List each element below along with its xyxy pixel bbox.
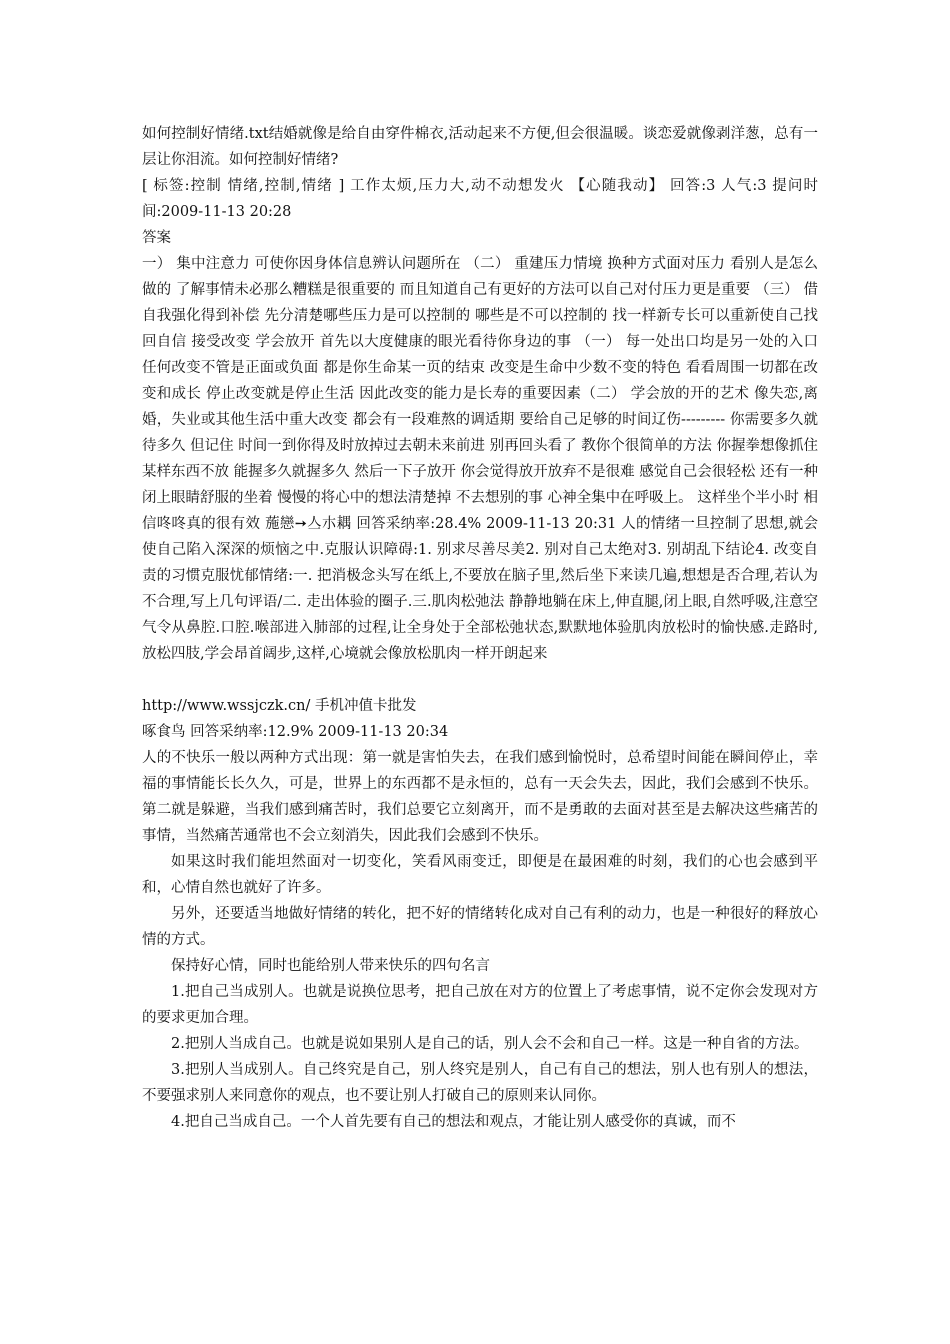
list-item: 2.把别人当成自己。也就是说如果别人是自己的话，别人会不会和自己一样。这是一种自省的方法。 (171, 1036, 809, 1052)
question-title: 如何控制好情绪.txt结婚就像是给自由穿件棉衣,活动起来不方便,但会很温暖。谈恋爱就像剥洋葱，总有一层让你泪流。如何控制好情绪? (142, 126, 818, 168)
question-meta: [ 标签:控制 情绪,控制,情绪 ] 工作太烦,压力大,动不动想发火 【心随我动】 回答:3 人气:3 提问时间:2009-11-13 20:28 (142, 178, 818, 220)
paragraph: 人的不快乐一般以两种方式出现：第一就是害怕失去，在我们感到愉悦时，总希望时间能在瞬间停止，幸福的事情能长长久久，可是，世界上的东西都不是永恒的，总有一天会失去，因此，我们会感到不快乐。第二就是躲避，当我们感到痛苦时，我们总要它立刻离开，而不是勇敢的去面对甚至是去解决这些痛苦的事情，当然痛苦通常也不会立刻消失，因此我们会感到不快乐。 (142, 750, 818, 844)
paragraph: 另外，还要适当地做好情绪的转化，把不好的情绪转化成对自己有利的动力，也是一种很好的释放心情的方式。 (142, 906, 818, 948)
list-item: 4.把自己当成自己。一个人首先要有自己的想法和观点，才能让别人感受你的真诚，而不 (171, 1114, 736, 1130)
answer-one-text: 一） 集中注意力 可使你因身体信息辨认问题所在 （二） 重建压力情境 换种方式面对压力 看别人是怎么做的 了解事情未必那么糟糕是很重要的 而且知道自己有更好的方法可以自己对付压力更是重要 （三） 借自我强化得到补偿 先分清楚哪些压力是可以控制的 哪些是不可以控制的 找一样新专长可以重新使自己找回自信 接受改变 学会放开 首先以大度健康的眼光看待你身边的事 （一） 每一处出口均是另一处的入口 任何改变不管是正面或负面 都是你生命某一页的结束 改变是生命中少数不变的特色 看看周围一切都在改变和成长 停止改变就是停止生活 因此改变的能力是长寿的重要因素（二） 学会放的开的艺术 像失恋,离婚，失业或其他生活中重大改变 都会有一段难熬的调适期 要给自己足够的时间辽伤--------- 你需要多久就待多久 但记住 时间一到你得及时放掉过去朝未来前进 别再回头看了 教你个很简单的方法 你握拳想像抓住某样东西不放 能握多久就握多久 然后一下子放开 你会觉得放开放弃不是很难 感觉自己会很轻松 还有一种 闭上眼睛舒服的坐着 慢慢的将心中的想法清楚掉 不去想别的事 心神全集中在呼吸上。 这样坐个半小时 相信咚咚真的很有效 葹戀➙亼朩耦 回答采纳率:28.4% 2009-11-13 20:31 人的情绪一旦控制了思想,就会使自己陷入深深的烦恼之中.克服认识障碍:1. 别求尽善尽美2. 别对自己太绝对3. 别胡乱下结论4. 改变自责的习惯克服忧郁情绪:一. 把消极念头写在纸上,不要放在脑子里,然后坐下来读几遍,想想是否合理,若认为不合理,写上几句评语/二. 走出体验的圈子.三.肌肉松弛法 静静地躺在床上,伸直腿,闭上眼,自然呼吸,注意空气令从鼻腔.口腔.喉部进入肺部的过程,让全身处于全部松弛状态,默默地体验肌肉放松时的愉快感.走路时,放松四肢,学会昂首阔步,这样,心境就会像放松肌肉一样开朗起来 (142, 256, 818, 662)
answer-two-meta: 啄食鸟 回答采纳率:12.9% 2009-11-13 20:34 (142, 724, 449, 740)
answer-label: 答案 (142, 230, 171, 246)
list-item: 1.把自己当成别人。也就是说换位思考，把自己放在对方的位置上了考虑事情，说不定你会发现对方的要求更加合理。 (142, 984, 818, 1026)
paragraph: 保持好心情，同时也能给别人带来快乐的四句名言 (171, 958, 490, 974)
blank-line (142, 667, 818, 693)
paragraph: 如果这时我们能坦然面对一切变化，笑看风雨变迁，即便是在最困难的时刻，我们的心也会感到平和，心情自然也就好了许多。 (142, 854, 818, 896)
advert-link[interactable]: http://www.wssjczk.cn/ 手机冲值卡批发 (142, 698, 417, 714)
list-item: 3.把别人当成别人。自己终究是自己，别人终究是别人，自己有自己的想法，别人也有别人的想法，不要强求别人来同意你的观点，也不要让别人打破自己的原则来认同你。 (142, 1062, 818, 1104)
